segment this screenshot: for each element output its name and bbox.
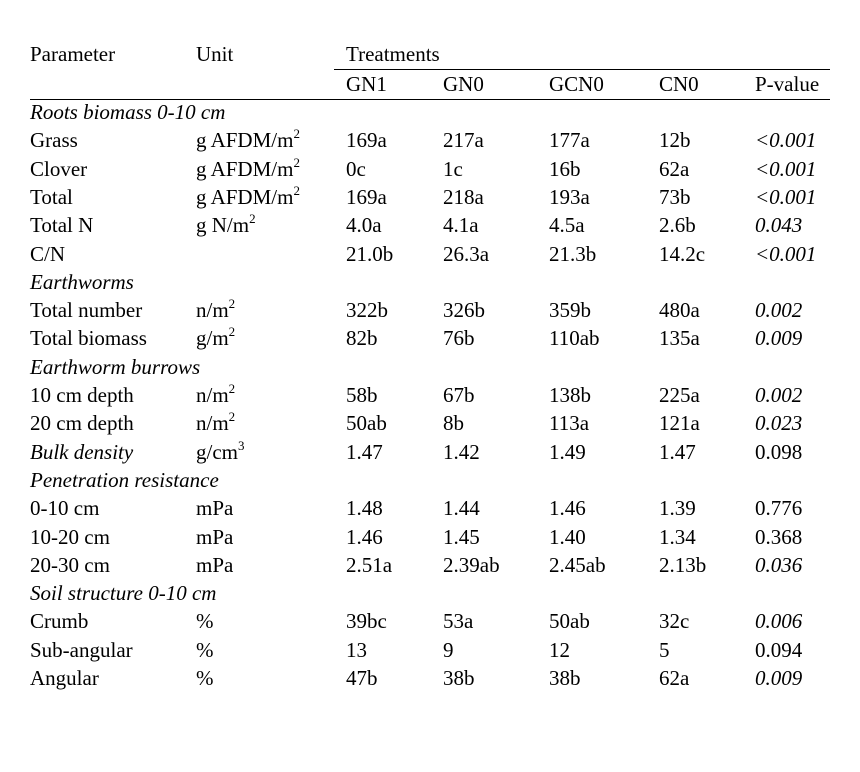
row-value-gn0: 1.45	[443, 524, 480, 549]
row-parameter: 0-10 cm	[30, 496, 100, 521]
row-value-gn1: 169a	[346, 184, 387, 209]
row-value-gn1: 21.0b	[346, 241, 394, 266]
row-unit-text: g AFDM/m	[196, 128, 294, 153]
row-unit-text: g AFDM/m	[196, 156, 294, 181]
row-unit	[196, 296, 236, 323]
row-value-gn1: 47b	[346, 666, 378, 690]
row-parameter: Crumb	[30, 609, 89, 634]
row-value-cn0: 14.2c	[659, 241, 706, 266]
row-value-gcn0: 1.46	[549, 496, 586, 521]
row-unit	[196, 182, 300, 209]
row-unit-text: n/m	[196, 383, 229, 407]
row-value-cn0: 135a	[659, 326, 700, 351]
row-parameter: Angular	[30, 666, 99, 690]
row-parameter: 20 cm depth	[30, 411, 134, 436]
row-p-value: 0.043	[755, 213, 803, 238]
row-value-gcn0: 359b	[549, 298, 591, 323]
row-unit	[196, 324, 236, 351]
row-unit-exponent: 2	[228, 296, 236, 312]
row-unit-text: mPa	[196, 524, 234, 549]
row-value-gn0: 76b	[443, 326, 475, 351]
row-value-gn1: 82b	[346, 326, 378, 351]
row-p-value: 0.006	[755, 609, 803, 634]
row-unit-text: mPa	[196, 496, 234, 521]
row-p-value: <0.001	[755, 241, 817, 266]
row-value-cn0: 1.34	[659, 524, 696, 549]
row-value-gn1: 4.0a	[346, 213, 382, 238]
row-value-gn1: 1.46	[346, 524, 383, 549]
row-value-gn0: 53a	[443, 609, 474, 634]
header-col-p-value: P-value	[755, 72, 820, 96]
row-value-cn0: 480a	[659, 298, 700, 323]
row-unit	[196, 381, 236, 407]
row-unit	[196, 611, 214, 632]
row-value-gcn0: 1.40	[549, 524, 586, 549]
row-parameter: Bulk density	[30, 439, 134, 464]
row-unit	[196, 126, 300, 153]
section-title: Penetration resistance	[30, 467, 219, 492]
row-p-value: 0.094	[755, 637, 803, 662]
row-value-gn1: 13	[346, 637, 367, 662]
row-value-cn0: 12b	[659, 128, 691, 153]
row-p-value: <0.001	[755, 128, 817, 153]
row-unit-text: mPa	[196, 552, 234, 577]
row-p-value: 0.002	[755, 383, 803, 407]
section-title: Soil structure 0-10 cm	[30, 581, 217, 606]
row-value-gn0: 9	[443, 637, 454, 662]
section-title: Earthworm burrows	[30, 354, 201, 379]
row-parameter: Total	[30, 184, 73, 209]
row-value-gn0: 1c	[443, 156, 463, 181]
row-unit-exponent: 2	[249, 211, 256, 227]
row-value-gcn0: 16b	[549, 156, 581, 181]
row-value-cn0: 73b	[659, 184, 691, 209]
row-value-cn0: 1.47	[659, 439, 696, 464]
row-parameter: Clover	[30, 156, 88, 181]
row-value-gn1: 169a	[346, 128, 387, 153]
header-treatments: Treatments	[346, 42, 440, 66]
section-title: Roots biomass 0-10 cm	[30, 100, 226, 124]
row-value-gcn0: 21.3b	[549, 241, 597, 266]
row-value-gn0: 2.39ab	[443, 552, 500, 577]
row-value-cn0: 225a	[659, 383, 700, 407]
row-unit-exponent: 2	[228, 381, 236, 396]
row-p-value: 0.009	[755, 326, 803, 351]
row-unit-text: n/m	[196, 298, 229, 323]
row-unit-text: g N/m	[196, 213, 250, 238]
row-parameter: 10 cm depth	[30, 383, 134, 407]
row-parameter: Total N	[30, 213, 94, 238]
row-value-gn0: 4.1a	[443, 213, 479, 238]
row-value-gn1: 2.51a	[346, 552, 393, 577]
header-col-gn0: GN0	[443, 72, 484, 96]
header-rule	[334, 69, 830, 70]
row-unit	[196, 524, 234, 549]
row-value-gn1: 1.48	[346, 496, 383, 521]
row-value-gn0: 326b	[443, 298, 485, 323]
row-value-gn0: 8b	[443, 411, 464, 436]
header-col-cn0: CN0	[659, 72, 699, 96]
row-unit-text: %	[196, 666, 214, 690]
row-value-gcn0: 138b	[549, 383, 591, 407]
row-p-value: 0.023	[755, 411, 803, 436]
row-p-value: 0.098	[755, 439, 803, 464]
row-unit	[196, 552, 234, 577]
row-value-gn0: 1.42	[443, 439, 480, 464]
row-unit-text: g/m	[196, 326, 229, 351]
row-value-gn1: 58b	[346, 383, 378, 407]
row-unit	[196, 437, 245, 464]
row-parameter: C/N	[30, 241, 66, 266]
row-value-gcn0: 177a	[549, 128, 590, 153]
row-p-value: 0.009	[755, 666, 803, 690]
row-unit	[196, 637, 214, 662]
row-p-value: 0.002	[755, 298, 803, 323]
row-unit-text: %	[196, 637, 214, 662]
row-value-gcn0: 110ab	[549, 326, 600, 351]
row-value-gn1: 1.47	[346, 439, 383, 464]
row-p-value: <0.001	[755, 156, 817, 181]
row-unit-text: g AFDM/m	[196, 184, 294, 209]
row-p-value: <0.001	[755, 184, 817, 209]
row-p-value: 0.776	[755, 496, 803, 521]
row-value-gn0: 67b	[443, 383, 475, 407]
row-unit-exponent: 2	[293, 182, 300, 198]
row-unit	[196, 409, 236, 436]
row-unit-exponent: 2	[293, 126, 300, 142]
row-unit	[196, 498, 233, 519]
row-unit-exponent: 2	[293, 154, 300, 170]
row-value-cn0: 2.13b	[659, 552, 707, 577]
row-unit	[196, 154, 300, 181]
row-parameter: Total number	[30, 298, 143, 323]
row-parameter: Sub-angular	[30, 637, 133, 662]
header-col-gcn0: GCN0	[549, 72, 604, 96]
row-unit-text: n/m	[196, 411, 229, 436]
row-value-gn0: 217a	[443, 128, 484, 153]
row-unit-exponent: 2	[228, 409, 236, 425]
row-parameter: 20-30 cm	[30, 552, 110, 577]
row-unit-exponent: 2	[228, 324, 236, 340]
row-value-gcn0: 50ab	[549, 609, 590, 634]
row-value-cn0: 62a	[659, 666, 690, 690]
section-title: Earthworms	[30, 269, 134, 294]
row-value-gn1: 50ab	[346, 411, 387, 436]
header-parameter: Parameter	[30, 42, 116, 66]
row-value-gn1: 0c	[346, 156, 366, 181]
row-value-gcn0: 113a	[549, 411, 590, 436]
row-value-cn0: 62a	[659, 156, 690, 181]
row-value-cn0: 121a	[659, 411, 700, 436]
row-parameter: Total biomass	[30, 326, 147, 351]
row-unit-text: g/cm	[196, 439, 238, 464]
row-value-gcn0: 12	[549, 637, 570, 662]
row-value-gcn0: 2.45ab	[549, 552, 606, 577]
row-p-value: 0.036	[755, 552, 803, 577]
row-value-gcn0: 193a	[549, 184, 590, 209]
row-unit	[196, 211, 256, 238]
row-parameter: Grass	[30, 128, 78, 153]
row-value-gcn0: 38b	[549, 666, 581, 690]
row-value-gcn0: 4.5a	[549, 213, 585, 238]
row-unit-text: %	[196, 609, 214, 634]
header-unit: Unit	[196, 42, 234, 66]
row-value-gn0: 38b	[443, 666, 475, 690]
row-unit-exponent: 3	[238, 437, 245, 453]
row-value-gn0: 26.3a	[443, 241, 490, 266]
row-value-gn1: 322b	[346, 298, 388, 323]
row-value-cn0: 32c	[659, 609, 690, 634]
row-value-cn0: 2.6b	[659, 213, 696, 238]
row-p-value: 0.368	[755, 524, 803, 549]
row-unit	[196, 668, 214, 689]
row-value-gn1: 39bc	[346, 609, 387, 634]
row-value-gcn0: 1.49	[549, 439, 586, 464]
row-value-gn0: 218a	[443, 184, 484, 209]
row-value-gn0: 1.44	[443, 496, 480, 521]
header-col-gn1: GN1	[346, 72, 387, 96]
row-parameter: 10-20 cm	[30, 524, 110, 549]
row-value-cn0: 1.39	[659, 496, 696, 521]
row-value-cn0: 5	[659, 637, 670, 662]
